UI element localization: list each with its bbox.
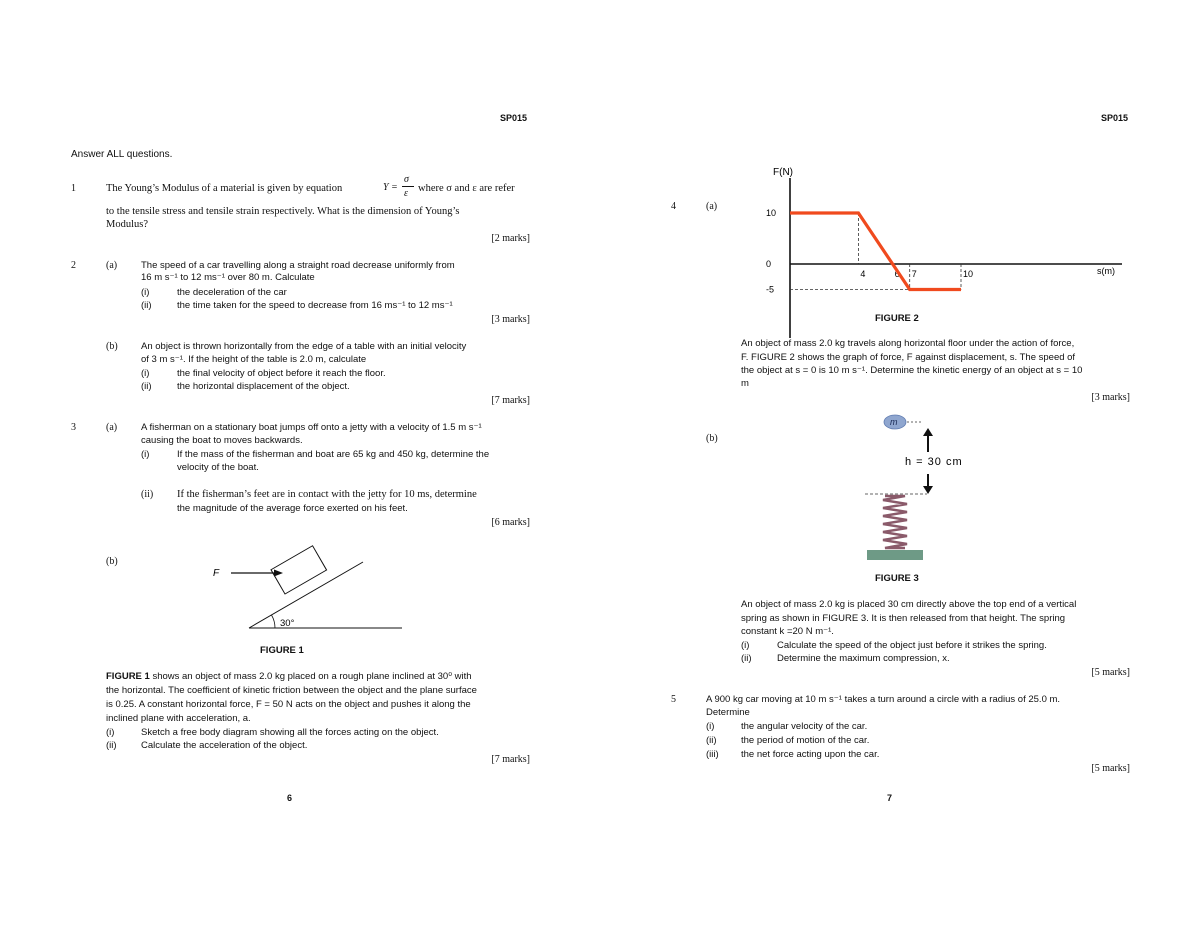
figure-2-chart — [740, 158, 1130, 343]
q5-i-label: (i) — [706, 721, 715, 732]
q3a-i-line2: velocity of the boat. — [177, 462, 259, 473]
q3b-i-label: (i) — [106, 727, 115, 738]
page-number-left: 6 — [287, 793, 293, 803]
q4b-i-label: (i) — [741, 640, 750, 651]
q1-line1-post: where σ and ε are refer — [418, 183, 515, 194]
q3b-ii-label: (ii) — [106, 740, 117, 751]
q3b-label: (b) — [106, 556, 118, 567]
force-series-line — [790, 213, 961, 290]
q2b-label: (b) — [106, 341, 118, 352]
q1-line2: to the tensile stress and tensile strain respectively. What is the dimension of Young’s — [106, 206, 460, 217]
q5-marks: [5 marks] — [1091, 763, 1130, 774]
q3-number: 3 — [71, 422, 76, 433]
x-axis-label: s(m) — [1097, 266, 1115, 276]
q4a-line4: m — [741, 378, 749, 389]
figure-1-caption: FIGURE 1 — [260, 645, 304, 656]
figure-3-caption: FIGURE 3 — [875, 573, 919, 584]
x-tick-label: 7 — [911, 269, 917, 279]
q3a-marks: [6 marks] — [491, 517, 530, 528]
instructions-text: Answer ALL questions. — [71, 149, 173, 160]
q2b-ii-label: (ii) — [141, 381, 152, 392]
y-axis-label: F(N) — [773, 167, 793, 178]
height-arrowhead-up — [923, 428, 933, 436]
figure-3-spring — [855, 408, 985, 568]
y-tick-label: 10 — [766, 208, 777, 218]
q2b-i-text: the final velocity of object before it reach the floor. — [177, 368, 386, 379]
q3b-ii-text: Calculate the acceleration of the object. — [141, 740, 308, 751]
q4b-ii-label: (ii) — [741, 653, 752, 664]
q4b-label: (b) — [706, 433, 718, 444]
figure-1-incline — [205, 545, 410, 635]
angle-label: 30° — [280, 618, 295, 629]
q2a-marks: [3 marks] — [491, 314, 530, 325]
q2a-i-label: (i) — [141, 287, 150, 298]
instructions — [71, 148, 172, 161]
q5-iii-text: the net force acting upon the car. — [741, 749, 880, 760]
q2b-line2: of 3 m s⁻¹. If the height of the table is 2.0 m, calculate — [141, 354, 367, 365]
q2a-line2: 16 m s⁻¹ to 12 ms⁻¹ over 80 m. Calculate — [141, 272, 315, 283]
q3b-marks: [7 marks] — [491, 754, 530, 765]
q2a-ii-text: the time taken for the speed to decrease from 16 ms⁻¹ to 12 ms⁻¹ — [177, 300, 453, 311]
q4a-label: (a) — [706, 201, 718, 212]
q1-eq-denominator: ε — [404, 188, 408, 199]
q2b-line1: An object is thrown horizontally from the edge of a table with an initial velocity — [141, 341, 467, 352]
y-tick-label: -5 — [766, 284, 775, 295]
q3b-line3: is 0.25. A constant horizontal force, F = 50 N acts on the object and pushes it along the — [106, 699, 471, 710]
q1-line1-pre: The Young’s Modulus of a material is given by equation — [106, 183, 343, 194]
q4b-line2: spring as shown in FIGURE 3. It is then released from that height. The spring — [741, 613, 1066, 624]
q3a-label: (a) — [106, 422, 118, 433]
spring-base — [867, 550, 923, 560]
q1-line1 — [106, 182, 342, 195]
x-tick-label: 4 — [860, 269, 866, 279]
angle-arc — [272, 615, 276, 628]
q3a-i-label: (i) — [141, 449, 150, 460]
x-tick-label: 6 — [894, 269, 900, 279]
q2a-ii-label: (ii) — [141, 300, 152, 311]
q2a-line1: The speed of a car travelling along a straight road decrease uniformly from — [141, 260, 455, 271]
height-label: h = 30 cm — [905, 456, 963, 468]
q2b-ii-text: the horizontal displacement of the object. — [177, 381, 350, 392]
incline-block — [271, 546, 327, 594]
page-number-right: 7 — [887, 793, 893, 803]
q2b-marks: [7 marks] — [491, 395, 530, 406]
q1-eq-lhs: Y = — [383, 182, 398, 193]
header-code-right: SP015 — [1101, 113, 1129, 123]
q2a-label: (a) — [106, 260, 118, 271]
q3a-ii-label: (ii) — [141, 489, 154, 500]
q1-equation — [383, 174, 423, 202]
figure-2-caption: FIGURE 2 — [875, 313, 919, 324]
q3b-line2: the horizontal. The coefficient of kinetic friction between the object and the plane surface — [106, 685, 477, 696]
header-code-left: SP015 — [500, 113, 528, 123]
q1-number: 1 — [71, 183, 76, 194]
q4a-marks: [3 marks] — [1091, 392, 1130, 403]
q4-number: 4 — [671, 201, 676, 212]
q3b-figure-ref: FIGURE 1 — [106, 671, 150, 682]
q4b-line1: An object of mass 2.0 kg is placed 30 cm directly above the top end of a vertical — [741, 599, 1077, 610]
q3b-line1 — [106, 670, 472, 683]
height-arrowhead-down — [923, 486, 933, 494]
x-tick-label: 10 — [963, 269, 974, 279]
q3a-i-line1: If the mass of the fisherman and boat are 65 kg and 450 kg, determine the — [177, 449, 490, 460]
mass-label: m — [890, 417, 898, 427]
q3a-line2: causing the boat to moves backwards. — [141, 435, 303, 446]
y-tick-label: 0 — [766, 259, 772, 269]
q3b-line4: inclined plane with acceleration, a. — [106, 713, 251, 724]
q2a-i-text: the deceleration of the car — [177, 287, 287, 298]
q4a-line2: F. FIGURE 2 shows the graph of force, F against displacement, s. The speed of — [741, 352, 1076, 363]
q5-iii-label: (iii) — [706, 749, 719, 760]
force-label: F — [213, 568, 220, 579]
q3a-line1: A fisherman on a stationary boat jumps off onto a jetty with a velocity of 1.5 m s⁻¹ — [141, 422, 482, 433]
q5-ii-text: the period of motion of the car. — [741, 735, 870, 746]
q1-line3: Modulus? — [106, 219, 148, 230]
q3b-i-text: Sketch a free body diagram showing all the forces acting on the object. — [141, 727, 439, 738]
q3b-line1-text: shows an object of mass 2.0 kg placed on a rough plane inclined at 30⁰ with — [152, 671, 472, 682]
q4b-marks: [5 marks] — [1091, 667, 1130, 678]
q4a-line1: An object of mass 2.0 kg travels along horizontal floor under the action of force, — [741, 338, 1075, 349]
q4b-line3: constant k =20 N m⁻¹. — [741, 626, 834, 637]
q2-number: 2 — [71, 260, 76, 271]
q2b-i-label: (i) — [141, 368, 150, 379]
q3a-ii-line2: the magnitude of the average force exerted on his feet. — [177, 503, 408, 514]
q5-ii-label: (ii) — [706, 735, 717, 746]
q5-i-text: the angular velocity of the car. — [741, 721, 868, 732]
q5-line1: A 900 kg car moving at 10 m s⁻¹ takes a turn around a circle with a radius of 25.0 m. — [706, 694, 1061, 705]
q5-line2: Determine — [706, 707, 750, 718]
q1-marks: [2 marks] — [491, 233, 530, 244]
q3a-ii-line1: If the fisherman’s feet are in contact with the jetty for 10 ms, determine — [177, 489, 477, 500]
q1-eq-fraction-bar — [402, 186, 414, 187]
spring-coil — [883, 496, 907, 548]
q4b-i-text: Calculate the speed of the object just before it strikes the spring. — [777, 640, 1047, 651]
q4a-line3: the object at s = 0 is 10 m s⁻¹. Determine the kinetic energy of an object at s = 10 — [741, 365, 1083, 376]
q4b-ii-text: Determine the maximum compression, x. — [777, 653, 950, 664]
q1-eq-numerator: σ — [404, 174, 409, 185]
q5-number: 5 — [671, 694, 676, 705]
